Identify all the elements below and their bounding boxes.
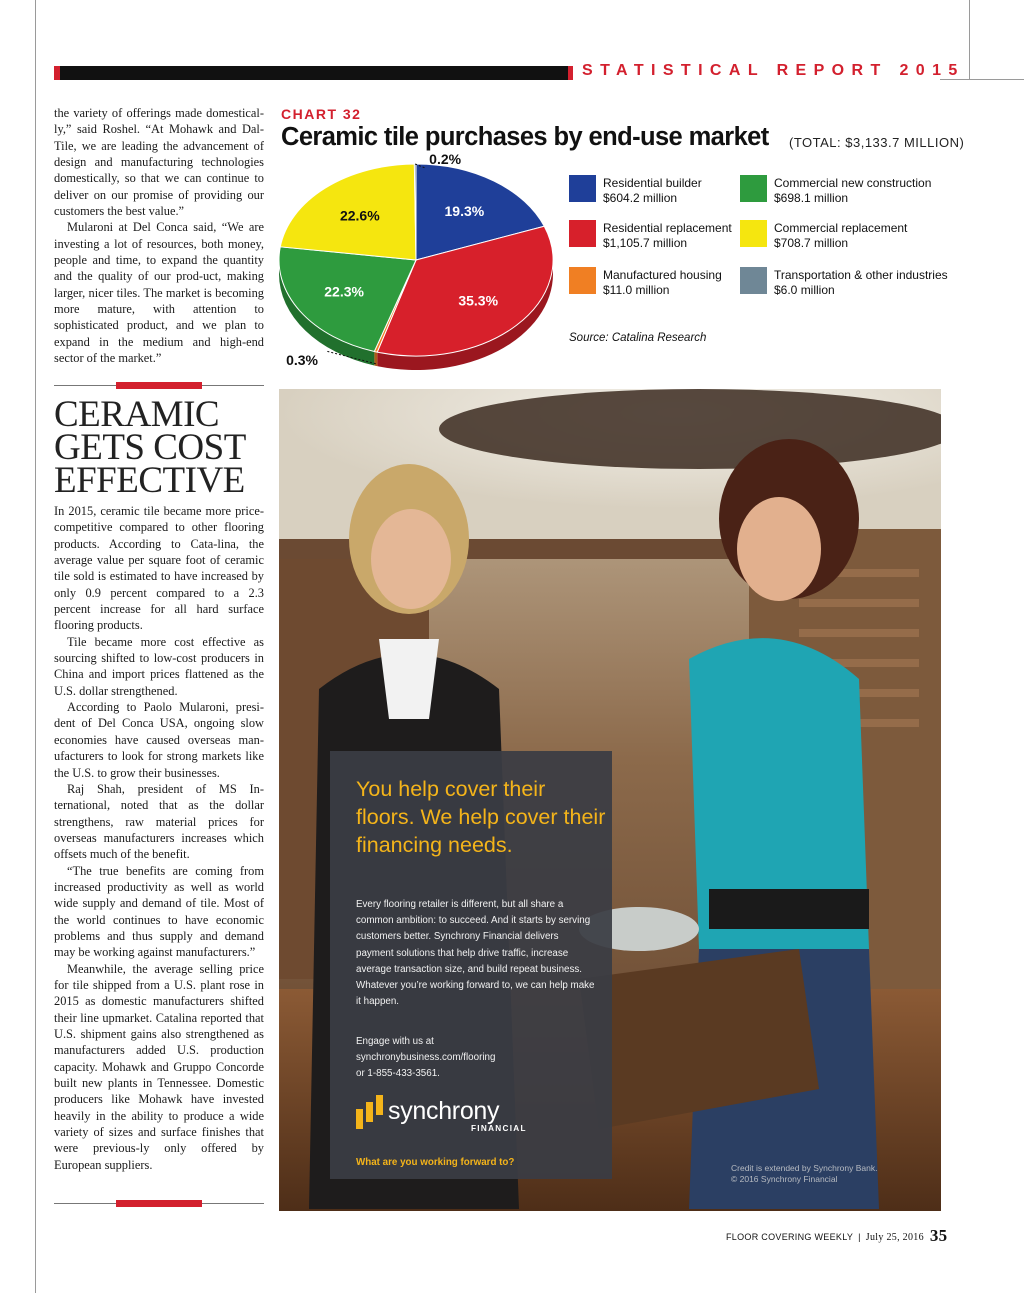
pie-percent-label: 0.2% (429, 151, 462, 167)
legend-swatch (740, 267, 767, 294)
pie-percent-label: 35.3% (458, 292, 499, 309)
synchrony-logo-icon (356, 1095, 386, 1129)
legend-entry (603, 176, 702, 206)
footer-separator: | (858, 1232, 861, 1242)
legend-value: $708.7 million (774, 236, 849, 250)
ad-contact (356, 1034, 596, 1083)
heading-line: CERAMIC (54, 394, 220, 435)
legend-entry (603, 221, 732, 251)
ad-contact-line: Engage with us at (356, 1036, 434, 1047)
paragraph: Meanwhile, the average selling price for tile shipped from a U.S. plant rose in 2015 as domestic manufacturers shifted their line upmarket. Catalina reported that U.S. shipment gains also strengthened as manufacturers added U.S. production capacity. Mohawk and Gruppo Concorde built new plants in Tennessee. Domestic producers like Mohawk have invested heavily in the ability to produce a wide variety of sizes and surface finishes that were previous-ly only offered by European suppliers. (54, 961, 264, 1172)
ad-body: Every flooring retailer is different, but all share a common ambition: to succeed. And it starts by serving customers better. Synchrony Financial delivers payment solutions that help drive traffic, increase average transaction size, and build repeat business. Whatever you’re working forward to, we can help make it happen. (356, 899, 595, 1008)
pie-percent-label: 22.3% (324, 283, 364, 300)
legend-value: $604.2 million (603, 191, 678, 205)
section-divider-accent (116, 382, 202, 389)
pie-percent-label: 22.6% (339, 207, 380, 224)
paragraph: the variety of offerings made domestical-ly,” said Roshel. “At Mohawk and Dal-Tile, we are leading the advancement of design and manufacturing technologies domestically, so that we can continue to deliver on our promise of providing our customers the best value.” (54, 106, 264, 219)
chart-title: Ceramic tile purchases by end-use market (281, 123, 769, 151)
ad-headline: You help cover their floors. We help cover their financing needs. (356, 777, 606, 857)
chart-source: Source: Catalina Research (569, 332, 707, 344)
ad-logo-name: synchrony (388, 1097, 500, 1125)
page-border-left (35, 0, 36, 1293)
legend-value: $698.1 million (774, 191, 849, 205)
advertisement (279, 389, 941, 1211)
article-column-body (54, 503, 264, 1173)
legend-label: Commercial new construction (774, 176, 932, 190)
pie-chart (270, 150, 570, 380)
legend-value: $11.0 million (603, 283, 670, 297)
chart-subtitle: (TOTAL: $3,133.7 MILLION) (789, 135, 965, 150)
article-column-top (54, 105, 264, 367)
issue-date: July 25, 2016 (865, 1232, 924, 1243)
ad-tagline: What are you working forward to? (356, 1157, 515, 1168)
page-footer (726, 1225, 947, 1245)
ad-contact-phone: or 1-855-433-3561. (356, 1068, 440, 1080)
legend-swatch (569, 175, 596, 202)
legend-swatch (569, 220, 596, 247)
ad-logo-subtitle: FINANCIAL (471, 1124, 527, 1133)
legend-swatch (569, 267, 596, 294)
paragraph: Tile became more cost effective as sourcing shifted to low-cost producers in China and import prices flattened as the U.S. dollar strengthened. (54, 634, 264, 698)
legend-swatch (740, 175, 767, 202)
section-heading (54, 394, 269, 501)
legend-value: $1,105.7 million (603, 236, 688, 250)
pie-percent-label: 0.3% (286, 352, 318, 368)
paragraph: According to Paolo Mularoni, presi-dent of Del Conca USA, ongoing slow economies have caused overseas man-ufacturers to look for strong markets like the U.S. to grow their businesses. (54, 700, 264, 780)
legend-label: Manufactured housing (603, 268, 722, 282)
credit-line: Credit is extended by Synchrony Bank. (731, 1163, 878, 1173)
page-border-right (969, 0, 970, 80)
section-title: STATISTICAL REPORT 2015 (582, 62, 965, 79)
paragraph: Raj Shah, president of MS In-ternational, noted that as the dollar strengthens, raw material prices for overseas manufacturers increases which offsets much of the benefit. (54, 781, 264, 862)
paragraph: “The true benefits are coming from increased productivity as well as world wide supply and demand of tile. Most of the world continues to have economic problems and thus supply and demand may be working against manufacturers.” (54, 863, 264, 960)
legend-entry (774, 176, 931, 206)
ad-contact-url: synchronybusiness.com/flooring (356, 1052, 496, 1064)
legend-swatch (740, 220, 767, 247)
legend-value: $6.0 million (774, 283, 835, 297)
legend-entry (603, 268, 722, 298)
legend-label: Residential builder (603, 176, 702, 190)
ad-credit (731, 1163, 877, 1185)
heading-line: EFFECTIVE (54, 460, 245, 501)
publication-name: FLOOR COVERING WEEKLY (726, 1232, 854, 1242)
paragraph: Mularoni at Del Conca said, “We are investing a lot of resources, both money, people and time, to expand the quantity and the quality of our prod-uct, making larger, nicer tiles. The market is becoming more mature, with attention to sophisticated product, and we plan to expand in the medium and high-end sector of the market.” (54, 220, 264, 366)
legend-label: Commercial replacement (774, 221, 908, 235)
legend-entry (774, 221, 907, 251)
credit-line: © 2016 Synchrony Financial (731, 1174, 838, 1184)
header-accent (568, 66, 573, 80)
paragraph: In 2015, ceramic tile became more price-competitive compared to other flooring products. According to Cata-lina, the average value per square foot of ceramic tile sold is estimated to have increased by only 0.9 percent compared to a 2.3 percent increase for all hard surface flooring products. (54, 504, 264, 633)
legend-entry (774, 268, 948, 298)
legend-label: Transportation & other industries (774, 268, 948, 282)
page-number: 35 (929, 1226, 948, 1245)
header-bar (54, 66, 568, 80)
legend-label: Residential replacement (603, 221, 732, 235)
pie-percent-label: 19.3% (444, 203, 485, 220)
header-rule (940, 79, 1024, 80)
column-end-accent (116, 1200, 202, 1207)
heading-line: GETS COST (54, 427, 246, 468)
header-accent (54, 66, 60, 80)
ad-text-panel (330, 751, 612, 1179)
chart-number: CHART 32 (281, 106, 362, 122)
